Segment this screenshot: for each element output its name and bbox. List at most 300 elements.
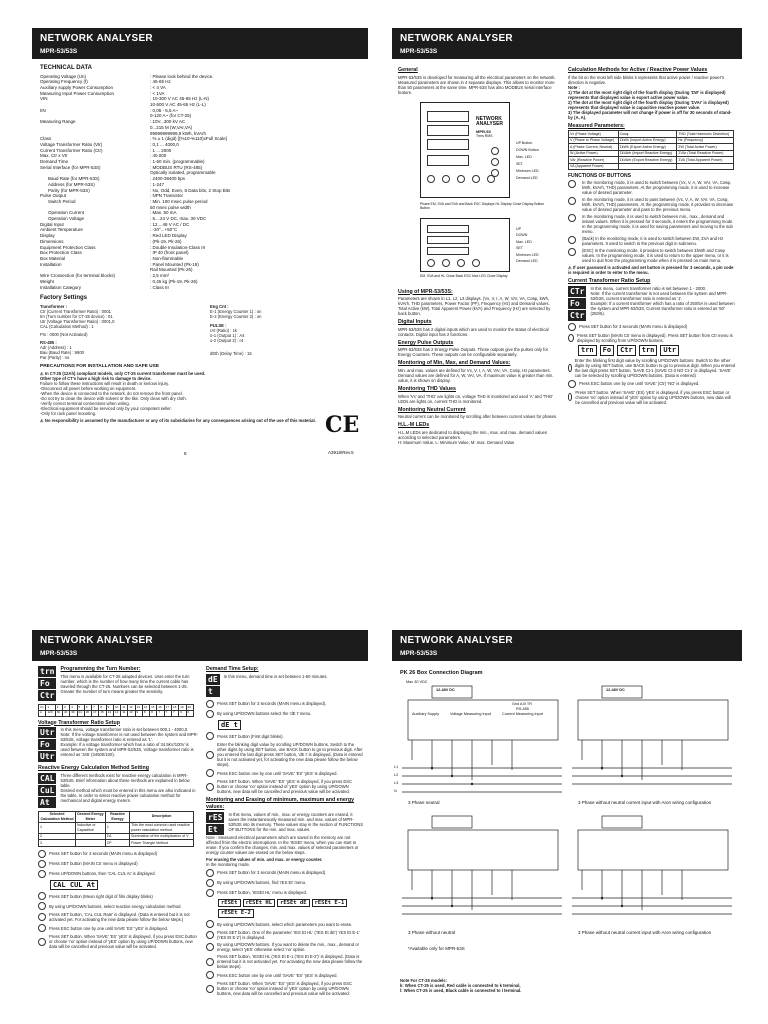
header-title: NETWORK ANALYSER <box>40 33 153 44</box>
measured-cell <box>618 163 677 169</box>
step-text: By using UP/DOWN buttons, select reactive energy calculation method. <box>49 903 182 909</box>
ctr-step <box>568 358 736 378</box>
phase-lines-2 <box>572 768 732 784</box>
button-icon <box>206 769 214 777</box>
erase-text: In this menu, values of min., max. or energy counters are erased, it saves the instantaneously measured min. and max. values of MPR-53/53S into its memory. These values stay in the section of FUNCTIONS OF BUTTONS for the min. and max. values. <box>228 811 364 832</box>
step-row <box>206 981 364 996</box>
page-header <box>392 630 742 661</box>
button-icon <box>38 902 46 910</box>
ctr-step <box>568 390 736 405</box>
button-icon <box>206 751 214 759</box>
vtr-note: Note: If the voltage transformer is not used between the system and MPR-53/53S, voltage transformer ratio is entered as '1'. <box>60 732 199 743</box>
button-sva[interactable] <box>457 175 465 183</box>
lcd-line: Utr <box>40 752 55 762</box>
step-row <box>206 971 364 979</box>
measured-cell: ΣkVArh (Import Reactive Energy) <box>618 150 677 156</box>
lcd-line: At <box>38 797 56 808</box>
measured-cell: W (Active Power) <box>569 150 619 156</box>
turn-cell: 13 <box>106 710 113 716</box>
reset-lcd-sequence <box>206 899 364 919</box>
spec-key: Box Protection Class <box>40 250 82 256</box>
step-row <box>206 779 364 794</box>
display-l4 <box>427 155 469 166</box>
reset-lcd <box>206 812 224 835</box>
step-text: Press SET button. When 'SAVE' (ES) 'yES' is displayed, if you press ESC button or choose 'no' option instead of 'yES' option by using UP/DOWN buttons, new data will be cancelled and previous value will be activated. <box>575 389 731 405</box>
calc-note: 1) The dot at the most right digit of the fourth display (During 'ΣW' is displayed) represents that displayed value is export active power value. <box>568 89 726 100</box>
spec-value: : No, Odd, Even, 8 Data bits, 2 Stop Bits <box>150 187 231 193</box>
measured-cell: ΣVA (Total Apparent Power) <box>677 157 734 163</box>
factory-settings-title: Factory Settings <box>40 295 88 302</box>
pulse-line: rAt (Ratio) : 1k <box>210 327 237 333</box>
lcd-sequence <box>568 345 736 356</box>
spec-key: Serial Interface (for MPR-53S) <box>40 164 101 170</box>
ctr-note: Note: If the current transformer is not used between the system and MPR-53/53S, current transformer ratio is entered as '1'. <box>590 290 728 301</box>
phase-label-l3: L3 <box>394 781 399 785</box>
engcnt-line: E-2 (Energy Counter 2) : on <box>210 313 262 319</box>
spec-value: : % ± 1 (digit) [(%10-%110)xFull Scale] <box>150 136 227 142</box>
device-front-panel <box>398 98 558 216</box>
button-down[interactable] <box>491 158 499 166</box>
transformer-line: trn (Turn number for CT-25 device) : 01 <box>40 313 113 319</box>
lcd-line: Fo <box>568 298 586 309</box>
wiring-diagrams <box>392 680 742 1024</box>
set-button-icon <box>568 393 572 401</box>
turn-cell: 10 <box>128 710 135 716</box>
spec-key: Wire Crossection (for terminal blocks) <box>40 273 116 279</box>
label-max: Max. LED <box>516 154 532 159</box>
ctr-step <box>568 380 736 388</box>
button-icon <box>206 920 214 928</box>
aux-supply-label: Auxiliary Supply <box>412 712 440 716</box>
down-button-icon <box>568 197 576 205</box>
general-title: General <box>398 67 418 73</box>
node <box>431 897 433 899</box>
step-row <box>206 879 364 887</box>
page-number: 8 <box>184 451 187 456</box>
button-icon <box>206 879 214 887</box>
ctr-lcd <box>568 286 586 321</box>
measured-cell: Hz (Frequency) <box>677 137 734 143</box>
measured-cell: ΣkWh (Import Active Energy) <box>618 137 677 143</box>
vtr-lcd <box>38 727 56 762</box>
spec-key: Box Material <box>40 256 66 261</box>
spec-value: Optically isolated, programmable <box>150 170 216 176</box>
ctr-text: In this menu, current transformer ratio is set between 1 - 2000. <box>590 285 707 291</box>
precaution-warning-2: Other type of CT's have a high risk to damage to device. <box>40 375 152 381</box>
display-a <box>427 225 469 233</box>
erase-steps <box>206 869 364 997</box>
terminal-block-2 <box>578 700 728 740</box>
react-steps <box>38 850 198 950</box>
turn-cell: 14 <box>142 705 149 711</box>
phase-label-l2: L2 <box>394 773 399 777</box>
button-back[interactable] <box>472 175 480 183</box>
step-row <box>206 710 364 718</box>
general-column <box>398 64 558 445</box>
minmax-title: Monitoring of Min, Max, and Demand Values: <box>398 360 511 367</box>
spec-key: Operating Voltage (Un) <box>40 73 87 79</box>
step-row <box>206 869 364 877</box>
precautions-title: PRECAUTIONS FOR INSTALLATION AND SAFE USE <box>40 363 160 369</box>
ctr-block <box>568 286 736 321</box>
input-box-3 <box>432 816 472 828</box>
device-sub: Trms RMS <box>476 133 493 138</box>
measured-cell: ΣkWh (Export Active Energy) <box>618 144 677 150</box>
spec-key: Class <box>40 136 52 142</box>
label-max-2: Max. LED <box>516 239 532 244</box>
step-text: Press SET button, 'CAL CUL Rate' is displayed. (Data is entered but it is not activated yet. For activating the new data please follow the below steps.) <box>49 912 190 923</box>
node <box>431 767 433 769</box>
calc-note: 3) The displayed parameter will not change if power is off for 30 seconds of stand-by (A, A). <box>568 109 732 120</box>
button-icon <box>38 913 46 921</box>
lcd-line: Utr <box>40 728 55 738</box>
technical-data-list <box>40 74 360 291</box>
button-icon <box>206 783 214 791</box>
step-row <box>206 742 364 767</box>
lcd-line: Et <box>206 824 224 835</box>
measured-row <box>569 163 734 169</box>
step-text: By using UP/DOWN buttons. If you want to delete the min., max., demand or energy, select 'yES' otherwise select 'no' option. <box>217 942 359 953</box>
phase-label-l1: L1 <box>394 765 399 769</box>
vtr-block <box>38 727 198 762</box>
spec-key: Measuring Input Power Consumption <box>40 90 115 96</box>
using-title: Using of MPR-53/53S: <box>398 288 453 295</box>
spec-key: Max. Ctr x Vtr <box>40 153 68 159</box>
turn-cell: 17 <box>92 710 99 716</box>
button-icon <box>38 870 46 878</box>
spec-key: Address (for MPR-53S) <box>48 181 95 187</box>
demand-text: In this menu, demand time is set between 1-60 minutes. <box>223 673 328 679</box>
technical-data-title: TECHNICAL DATA <box>40 65 92 71</box>
button-phase[interactable] <box>427 175 435 183</box>
spec-value: : 0,05 - 5,5 A~ <box>150 107 179 113</box>
turn-row <box>39 710 194 716</box>
measured-cell: ΣkVArh (Export Reactive Energy) <box>618 157 677 163</box>
turn-cell: 7 <box>157 710 164 716</box>
precaution-line: -Disconnect all power before working on equipment. <box>40 385 137 391</box>
turn-cell: 7 <box>171 710 178 716</box>
calc-cell: This the most common used reactive power calculation method. <box>130 822 194 833</box>
spec-value: : MODBUS RTU (RS-485) <box>150 164 203 170</box>
thd-text: When 'Vx' and 'THD' are lights on, voltage THD is monitored and used 'A' and 'THD' LEDs are lights on, current THD is monitored. <box>398 393 554 404</box>
calc-note-label: Note : <box>568 84 580 90</box>
label-up: UP Button <box>516 140 533 145</box>
page-header <box>392 28 742 59</box>
updown-button-icon <box>568 364 572 372</box>
button-icon <box>206 971 214 979</box>
spec-key: Current Transformer Ratio (Ctr) <box>40 147 103 153</box>
button-c[interactable] <box>457 259 465 267</box>
spec-key: Digital Input <box>40 221 64 227</box>
button-icon <box>206 710 214 718</box>
lcd-line: CuL <box>40 785 55 795</box>
measured-cell: ΣVAr (Total Reactive Power) <box>677 150 734 156</box>
demand-block <box>206 674 364 697</box>
step-text: Press SET button, 'rESEt HL' menu is displayed. <box>217 890 307 896</box>
device-outline-2 <box>420 218 510 272</box>
turn-cell: 18 <box>171 705 178 711</box>
availability-note: *Available only for MPR-53S <box>408 946 465 951</box>
wires-2 <box>582 740 682 780</box>
spec-key: Operation Current <box>48 210 85 216</box>
pulse-title: PULSE : <box>210 322 227 328</box>
back-button-icon <box>568 236 576 244</box>
digital-title: Digital Inputs <box>398 319 432 326</box>
turn-cell: 6 <box>84 705 91 711</box>
calc-note: 2) The dot at the most right digit of the fourth display (During 'ΣVAr' is displayed) represents that displayed value is capacitive reactive power value. <box>568 99 729 110</box>
step-text: Press SET button. One of the parameter 'rES Et HL' ('rES Et dE') 'rES Et E-1' ('rES Et E-2') is displayed. <box>217 930 360 941</box>
measured-cell: Vx (Phase Voltage) <box>569 131 619 137</box>
turn-cell: 3 <box>62 705 69 711</box>
step-text: Press SET button. When 'SAVE' 'ES' 'yES' is displayed, if you press ESC button or choose 'no' option instead of 'yES' option by using UP/DOWN buttons, new data will be cancelled and previous value will be activated. <box>217 779 352 795</box>
calc-text: If the bit on the most left side blinks it represents that active power / reactive power's direction is negative. <box>568 74 725 85</box>
function-text: (ESC) In the monitoring mode, it provides to switch between ΣkWh and Cosφ values. In the programming mode, it is used to return to the upper menu, or it is used to quit from the programming mode when it is pressed on main menu. <box>582 248 729 264</box>
turn-cell: 120 <box>46 710 55 716</box>
calc-cell: 3 <box>39 840 76 846</box>
button-b[interactable] <box>442 259 450 267</box>
react-text-2: Desired method which must be entered in this menu are also indicated in the table. In order to select reactive power calculation method for mechanical and digital energy meters. <box>60 787 196 803</box>
using-text: Parameters are shown in L1, L2, L3 displays. (Vx, V, I, A, W, VAr, VA, Cosφ, kWh, kVArh, THD parameters, Power Factor (PF), Frequency (Hz) and Demand values. Total Active (kW), Total Apparent Power (kVA) and Frequency (Hz) are selected by back button. <box>398 296 551 317</box>
spec-value: : 0,45 kg (Pk-19, Pk-26) <box>150 278 198 284</box>
turn-cell: 16 <box>157 705 164 711</box>
page-connection-diagram <box>392 630 742 1024</box>
phase-lines-4 <box>572 898 732 914</box>
cal-lcd-sequence <box>38 880 198 891</box>
password-warning <box>568 265 736 275</box>
calc-cell: Power Triangle Method <box>130 840 194 846</box>
password-warning-text: If user password is activated and set button is pressed for 3 seconds, a pin code is required in order to enter to the menu. <box>568 265 734 276</box>
lcd-line: dE <box>208 674 218 684</box>
spec-key: Display <box>40 233 55 239</box>
spec-value: : Panel Mounted (Pk-19) <box>150 261 199 267</box>
step-text: Press SET button. When 'SAVE' 'ES' 'yES' is displayed, if you press ESC button or choose 'no' option instead of 'yES' option by using UP/DOWN buttons, new data will be cancelled and previous value will be activated. <box>49 934 197 950</box>
step-text: Press SET button for 3 seconds (MAIN menu is displayed) <box>579 324 688 330</box>
turn-table <box>38 704 194 717</box>
button-icon <box>206 732 214 740</box>
step-text: Press ESC button one by one until SAVE 'ES' 'yES' is displayed. <box>49 925 169 931</box>
lcd-line: t <box>206 686 220 697</box>
step-text: Press SET button for 3 seconds (MAIN menu is displayed). <box>217 870 327 876</box>
measured-cell: VAr (Reactive Power) <box>569 157 619 163</box>
button-set[interactable] <box>491 169 499 177</box>
function-text: (Back) In the monitoring mode, it is used to switch between ΣW, ΣVA and Hz parameters. It used to switch to the previous digit in submenu. <box>582 236 724 247</box>
node <box>601 767 603 769</box>
spec-key: Installation <box>40 261 62 267</box>
measured-cell: VA (Apparent Power) <box>569 163 619 169</box>
hllm-text: H.L.M LEDs are dedicated to displaying the min., max. and max. demand values according to selected parameters. <box>398 429 547 440</box>
button-icon <box>206 943 214 951</box>
turn-cell: 11 <box>121 710 128 716</box>
input-box-4 <box>602 816 642 828</box>
aux-label-1: Max 30 VDC <box>406 680 428 684</box>
react-title: Reactive Energy Calculation Method Setting <box>38 765 149 772</box>
label-up-2: UP <box>516 226 521 231</box>
note-line: k: When CT-25 is used, Red cable is connected to k terminal, <box>400 983 521 988</box>
lcd-seq-item: rESEt dE <box>277 899 310 908</box>
step-row <box>206 769 364 777</box>
lcd-seq-item: Ctr <box>617 345 636 356</box>
ce-mark: CE <box>325 412 360 438</box>
spec-value: : 45-65 Hz <box>150 79 171 85</box>
step-text: Enter the blinking first digit value by scrolling UP/DOWN buttons. Switch to the other digits by using SET button, use BACK button to go to previous digit. When you entered the last digit press SET button, 'SAVE Ct-1 (SAVE Ct-3 NO Ct-1' is displayed. 'SAVE' can be selected by scrolling UP/DOWN buttons. (Data is entered) <box>574 357 736 378</box>
step-row <box>38 924 198 932</box>
header-title: NETWORK ANALYSER <box>400 635 513 646</box>
turn-block <box>38 666 198 701</box>
spec-value: : Double Insulation-Class III <box>150 244 206 250</box>
step-text: Press SET button (MAIN Ctr menu is displayed). Press SET button from Ctr menu is displayed by scrolling from UP/DOWN buttons. <box>576 332 733 343</box>
turn-cell: 13 <box>135 705 142 711</box>
lcd-line: CTr <box>570 286 585 296</box>
spec-key: Baud Rate (for MPR-53S) <box>48 176 100 182</box>
calc-column <box>568 64 736 407</box>
transformer-line: CAL (Calculation Method) : 1 <box>40 323 94 329</box>
lcd-seq-item: trn <box>639 345 658 356</box>
vtr-title: Voltage Transformer Ratio Setup <box>38 719 121 726</box>
button-d[interactable] <box>472 259 480 267</box>
precaution-line: -Verify correct terminal connections when wiring. <box>40 400 130 406</box>
ct25-note <box>400 978 620 993</box>
spec-value: : 12....48 V AC / DC <box>150 221 190 227</box>
set-button-icon <box>568 334 574 342</box>
esc-button-icon <box>568 248 576 256</box>
page-gap <box>0 498 768 630</box>
bottom-labels-2: EM, SVA and HL Close Back ESC Max LED Close Display <box>420 273 508 278</box>
button-icon <box>38 850 46 858</box>
vtr-example: Example: If a voltage transformer which has a ratio of 34,5kV/100V is used between the system and MPR-53/53S, Voltage transformer ratio is entered as '345' (34500/100). <box>60 742 194 758</box>
rs485-line: Bau (Baud Rate) : 9600 <box>40 349 84 355</box>
spec-value: : < 4 VA <box>150 84 166 90</box>
turn-cell: 4 <box>70 705 77 711</box>
function-item <box>568 180 736 195</box>
calc-row <box>39 840 194 846</box>
spec-key: Dimensions <box>40 238 64 244</box>
thd-title: Monitoring THD Values <box>398 386 456 393</box>
node <box>601 897 603 899</box>
warning-icon: ⚠ <box>40 370 45 376</box>
turn-cell: 9 <box>106 705 113 711</box>
rs485-label: RS-485 <box>516 707 529 711</box>
turn-cell: 60 <box>55 710 62 716</box>
step-row <box>206 954 364 969</box>
step-text: Press UP/DOWN buttons, then 'CAL CUL At' is displayed. <box>49 871 156 877</box>
responsibility-text: No responsibility is assumed by the manufacturer or any of its subsidiaries for any consequences arising out of the use of this material. <box>44 417 316 423</box>
step-row <box>38 902 198 910</box>
react-text: Three different methods exist for reactive energy calculation in MPR-53/53S. Brief information about these methods are explained in below table. <box>60 772 190 788</box>
right-labels <box>516 140 539 182</box>
turn-cell: 7 <box>92 705 99 711</box>
spec-value: 10-500 V AC 45-65 Hz (L-L) <box>150 102 206 108</box>
phase-label-n: N <box>394 789 397 793</box>
step-row <box>38 892 198 900</box>
spec-key: Measuring Range <box>40 119 76 125</box>
spec-key: Equipment Protection Class <box>40 244 96 250</box>
label-min: Minimum LED <box>516 168 539 173</box>
node <box>471 783 473 785</box>
turn-cell: 30 <box>70 710 77 716</box>
spec-value: : 5....24 V DC, max. 30 VDC <box>150 216 207 222</box>
digital-text: MPR-53/53S has 2 digital inputs which are used to monitor the status of electrical contacts. Digital input has 2 functions. <box>398 326 549 337</box>
button-icon <box>206 700 214 708</box>
transformer-line: Ctr (Current Transformer Ratio) : 0001 <box>40 308 111 314</box>
ctr-step <box>568 323 736 331</box>
demand-lcd <box>206 674 220 697</box>
step-text: Press SET button. When 'SAVE' 'ES' 'yES' is displayed, if you press ESC button or choose 'no' option instead of 'yES' option by using UP/DOWN buttons, new data will be cancelled and previous value will be activated. <box>217 981 352 997</box>
delay-setting: dEth (Delay Time) : 15 <box>210 350 252 356</box>
spec-value: : 0,1 ... 4000,0 <box>150 141 179 147</box>
button-icon <box>206 958 214 966</box>
label-down-2: DOWN <box>516 233 528 238</box>
spec-value: 0-120 A~ (for CT-25) <box>150 113 192 119</box>
warning-icon: ⚠ <box>40 417 45 423</box>
step-text: Press ESC button one by one until 'SAVE' (Ctr) 'NO' is displayed. <box>579 381 700 387</box>
caption-2: 3 Phase without neutral current input with Aron wiring configuration <box>578 800 712 805</box>
calc-row <box>39 822 194 833</box>
step-text: By using UP/DOWN buttons, select which parameters you want to erase. <box>217 921 353 927</box>
side-button-column <box>491 147 502 177</box>
turn-cell: 11 <box>121 705 128 711</box>
step-text: By using UP/DOWN buttons, find 'rES Et' menu. <box>217 880 307 886</box>
turn-cell: 8 <box>150 710 157 716</box>
node <box>621 905 623 907</box>
spec-value: : 2,5 mm² <box>150 273 170 279</box>
button-em[interactable] <box>442 175 450 183</box>
step-row <box>206 700 364 708</box>
device-model: MPR-53 <box>476 128 491 134</box>
measured-cell: A (Phase Current, Neutral) <box>569 144 619 150</box>
turn-cell: 12 <box>113 710 120 716</box>
step-text: Press SET button for 3 seconds (MAIN menu is displayed) <box>49 851 158 857</box>
button-a[interactable] <box>427 259 435 267</box>
warning-1-text: In CT-25 (12Ah) compliant models, only CT-25 current transformer must be used. <box>44 370 206 376</box>
label-set-2: SET <box>516 246 523 251</box>
display-l1 <box>427 111 469 122</box>
label-demand: Demand LED <box>516 175 538 180</box>
calc-head-cell: Reactive Energy <box>105 811 129 822</box>
demand-column <box>206 666 364 998</box>
spec-value: : 10-300 V AC 45-65 Hz (L-N) <box>150 96 210 102</box>
display-l3 <box>427 139 469 150</box>
measured-cell: THD (Total Harmonic Distortion) <box>677 131 734 137</box>
step-text: Press ESC button one by one until 'SAVE' 'ES' 'yES' is displayed. <box>217 770 338 776</box>
gnd-label: Gnd A B TR <box>512 702 532 706</box>
calc-head-cell: Desired Energy Meter <box>77 812 104 821</box>
turn-text: This menu is available for CT-25 adapted devices. User enter the turn number, which is the number of how many time the current cable has traveled through the CT-25. Numbers can be selected between 1-25. Greater the number of turn means greater the sensivity. <box>60 673 190 694</box>
function-item <box>568 214 736 234</box>
step-text: Press SET button (First digit blinks). <box>217 733 284 739</box>
spec-key: Parity (for MPR-53S) <box>48 187 90 193</box>
step-row <box>38 934 198 949</box>
button-row <box>427 175 498 183</box>
label-down: DOWN Button <box>516 147 539 152</box>
lcd-seq-item: dE t <box>218 720 241 731</box>
erase-sub: For erasing the values of min. and max. or energy counter. <box>206 856 323 862</box>
rs485-title: RS-485 : <box>40 339 57 345</box>
button-up[interactable] <box>491 147 499 155</box>
hllm-title: H.L.-M LEDs <box>398 422 430 429</box>
label-demand-2: Demand LED <box>516 259 538 264</box>
phase-lines-3 <box>402 898 562 914</box>
turn-cell: 1 <box>46 705 55 711</box>
rs485-line: Adr (Address) : 1 <box>40 344 72 350</box>
minmax-text: Min. and max. values are defined for Vx, V, I, A, W, VAr, VA, Cosφ, Hz parameters. Demand values are defined for A, W, VAr, VA. If maximum value is greater than min. value, it is shown on display. <box>398 368 554 384</box>
turn-cell: 7 <box>164 710 171 716</box>
turn-cell: 8 <box>99 705 106 711</box>
lcd-seq-item: trn <box>578 345 597 356</box>
precaution-line: -Do not try to clean the device with solvent or the like. Only clean with dry cloth. <box>40 395 187 401</box>
lcd-seq-item: Utr <box>660 345 679 356</box>
terminal-block-4 <box>578 830 728 870</box>
spec-value: : -20°...+50°C <box>150 227 178 233</box>
